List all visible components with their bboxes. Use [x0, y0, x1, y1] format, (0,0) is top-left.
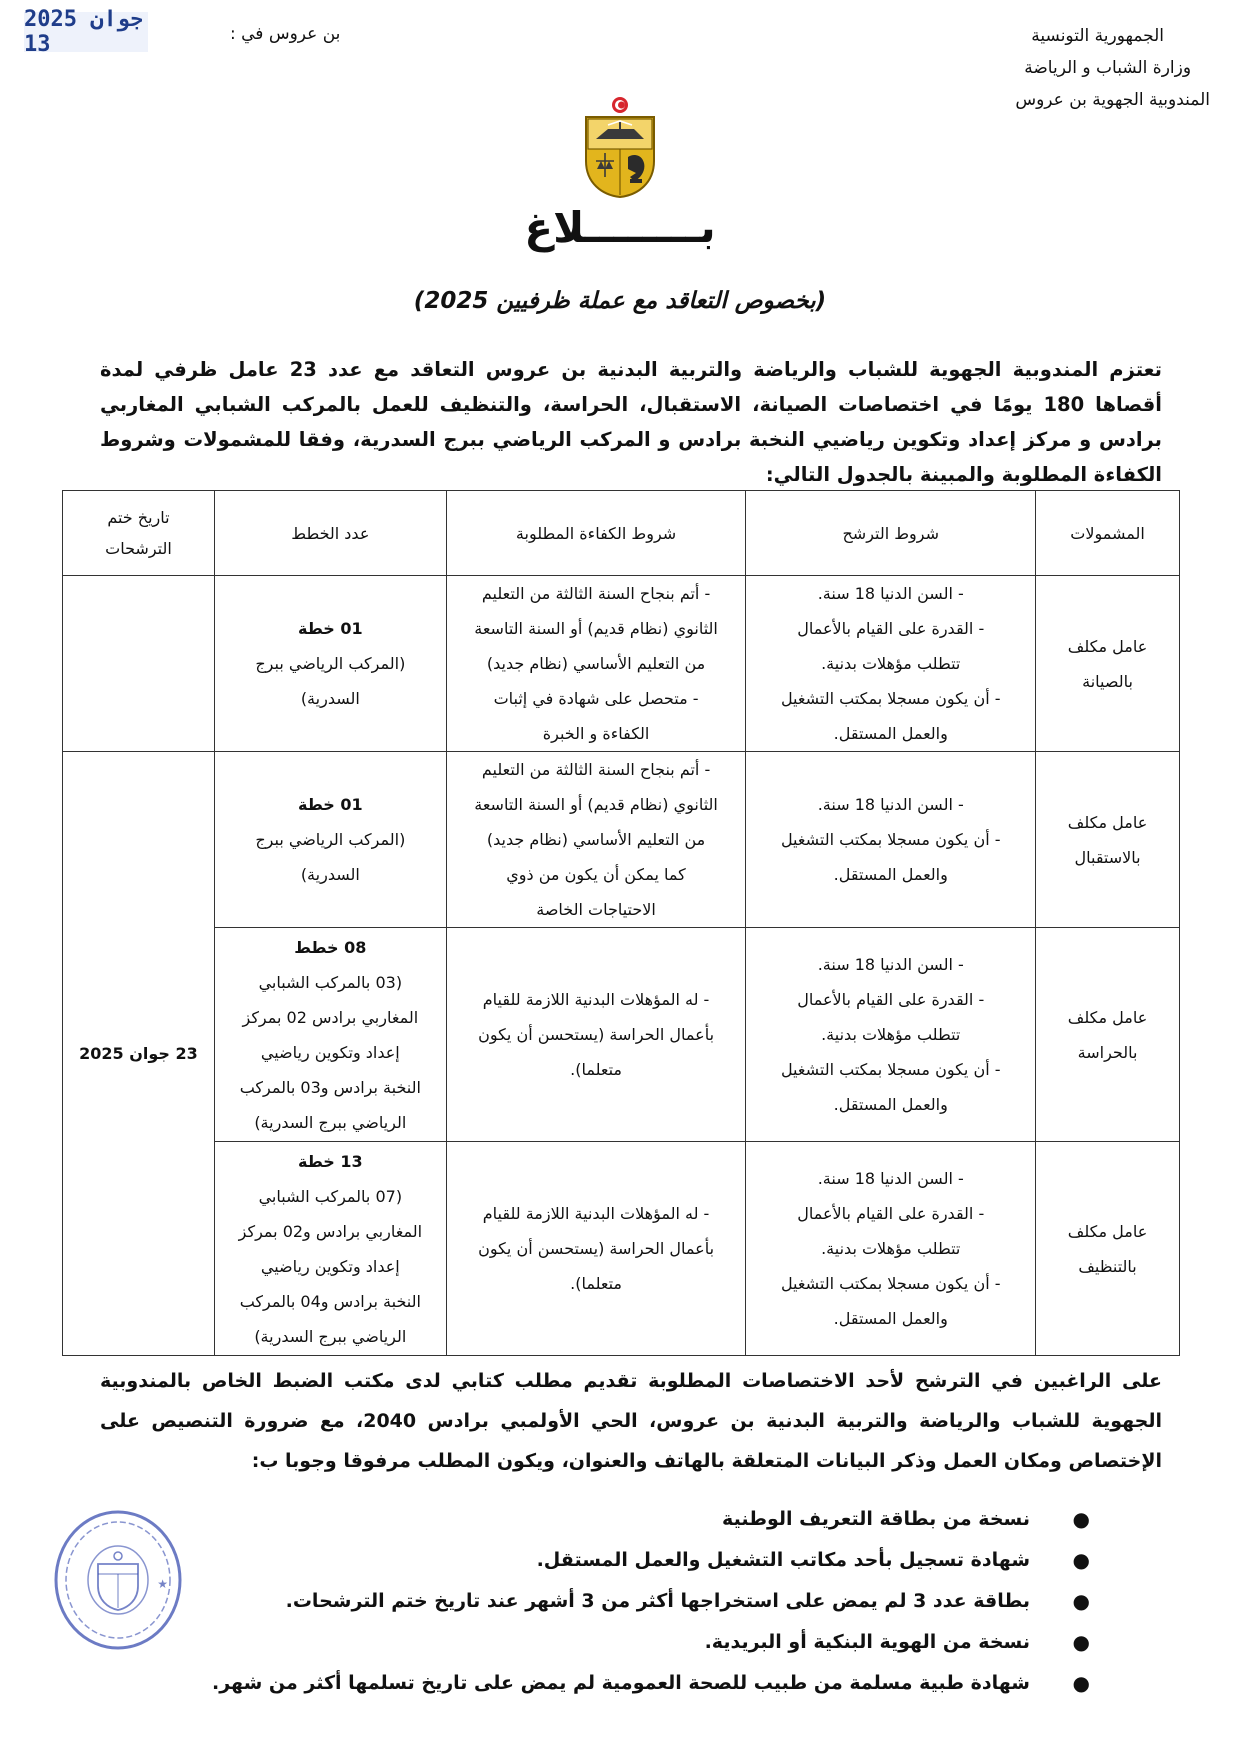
- header-scope: المشمولات: [1036, 491, 1180, 576]
- row-competence: - له المؤهلات البدنية اللازمة للقيام بأعمال الحراسة (يستحسن أن يكون متعلما).: [446, 1142, 746, 1356]
- list-item: ● بطاقة عدد 3 لم يمض على استخراجها أكثر من 3 أشهر عند تاريخ ختم الترشحات.: [212, 1581, 1030, 1622]
- positions-table: [62, 490, 1180, 1356]
- row-slots: [214, 752, 446, 928]
- bullet-icon: ●: [1072, 1507, 1090, 1531]
- table-row: [63, 928, 1180, 1142]
- slot-detail: (المركب الرياضي ببرج السدرية): [255, 654, 406, 708]
- row-conditions: - السن الدنيا 18 سنة. - القدرة على القيام بالأعمال تتطلب مؤهلات بدنية. - أن يكون مسجلا بمكتب التشغيل والعمل المستقل.: [746, 576, 1036, 752]
- slot-count: 01 خطة: [297, 619, 363, 638]
- header-conditions: شروط الترشح: [746, 491, 1036, 576]
- notice-intro: تعتزم المندوبية الجهوية للشباب والرياضة والتربية البدنية بن عروس التعاقد مع عدد 23 عامل ظرفي لمدة أقصاها 180 يومًا في اختصاصات الصيانة، الاستقبال، الحراسة، والتنظيف للعمل بالمركب الشبابي المغاربي برادس و مركز إعداد وتكوين رياضيي النخبة برادس و المركب الرياضي ببرج السدرية، وفقا للمشمولات وشروط الكفاءة المطلوبة والمبينة بالجدول التالي:: [100, 358, 1162, 486]
- row-conditions: - السن الدنيا 18 سنة. - أن يكون مسجلا بمكتب التشغيل والعمل المستقل.: [746, 752, 1036, 928]
- slot-count: 13 خطة: [297, 1151, 363, 1171]
- list-item: ● نسخة من الهوية البنكية أو البريدية.: [212, 1622, 1030, 1663]
- row-slots: [214, 576, 446, 752]
- header-slots: عدد الخطط: [214, 491, 446, 576]
- slot-detail: (03 بالمركب الشبابي المغاربي برادس 02 بمركز إعداد وتكوين رياضيي النخبة برادس و03 بالمركب الرياضي ببرج السدرية): [239, 972, 421, 1132]
- directorate-name: المندوبية الجهوية بن عروس: [1015, 90, 1210, 110]
- row-conditions: - السن الدنيا 18 سنة. - القدرة على القيام بالأعمال تتطلب مؤهلات بدنية. - أن يكون مسجلا بمكتب التشغيل والعمل المستقل.: [746, 1142, 1036, 1356]
- bullet-icon: ●: [1072, 1548, 1090, 1572]
- row-competence: - له المؤهلات البدنية اللازمة للقيام بأعمال الحراسة (يستحسن أن يكون متعلما).: [446, 928, 746, 1142]
- bullet-icon: ●: [1072, 1671, 1090, 1695]
- republic-name: الجمهورية التونسية: [1031, 26, 1165, 46]
- row-scope: عامل مكلف بالاستقبال: [1036, 752, 1180, 928]
- header-competence: شروط الكفاءة المطلوبة: [446, 491, 746, 576]
- slot-count: 08 خطط: [294, 937, 367, 957]
- header-closing: تاريخ ختم الترشحات: [63, 491, 215, 576]
- notice-subtitle: (بخصوص التعاقد مع عملة ظرفيين 2025): [413, 288, 827, 314]
- city-date-label: بن عروس في :: [230, 24, 341, 44]
- list-item: ● نسخة من بطاقة التعريف الوطنية: [212, 1499, 1030, 1540]
- bullet-icon: ●: [1072, 1589, 1090, 1613]
- row-scope: عامل مكلف بالحراسة: [1036, 928, 1180, 1142]
- row-competence: - أتم بنجاح السنة الثالثة من التعليم الثانوي (نظام قديم) أو السنة التاسعة من التعليم الأساسي (نظام جديد) كما يمكن أن يكون من ذوي الاحتياجات الخاصة: [446, 752, 746, 928]
- table-row: [63, 576, 1180, 752]
- bullet-icon: ●: [1072, 1630, 1090, 1654]
- date-stamp: 2025 جوان 13: [24, 12, 148, 52]
- slot-detail: (07 بالمركب الشبابي المغاربي برادس و02 بمركز إعداد وتكوين رياضيي النخبة برادس و04 بالمركب الرياضي ببرج السدرية): [238, 1186, 423, 1346]
- row-conditions: - السن الدنيا 18 سنة. - القدرة على القيام بالأعمال تتطلب مؤهلات بدنية. - أن يكون مسجلا بمكتب التشغيل والعمل المستقل.: [746, 928, 1036, 1142]
- official-seal-icon: [52, 1508, 184, 1652]
- ministry-name: وزارة الشباب و الرياضة: [1024, 58, 1192, 78]
- letterhead: [1015, 20, 1210, 116]
- svg-text:★: ★: [157, 1577, 168, 1591]
- application-instructions: على الراغبين في الترشح لأحد الاختصاصات المطلوبة تقديم مطلب كتابي لدى مكتب الضبط الخاص بالمندوبية الجهوية للشباب والرياضة والتربية البدنية بن عروس، الحي الأولمبي برادس 2040، مع ضرورة التنصيص على الإختصاص ومكان العمل وذكر البيانات المتعلقة بالهاتف والعنوان، ويكون المطلب مرفوقا وجوبا ب:: [100, 1370, 1162, 1472]
- slot-count: 01 خطة: [297, 795, 363, 814]
- row-competence: - أتم بنجاح السنة الثالثة من التعليم الثانوي (نظام قديم) أو السنة التاسعة من التعليم الأساسي (نظام جديد) - متحصل على شهادة في إثبات الكفاءة و الخبرة: [446, 576, 746, 752]
- table-row: [63, 1142, 1180, 1356]
- row-scope: عامل مكلف بالصيانة: [1036, 576, 1180, 752]
- row-scope: عامل مكلف بالتنظيف: [1036, 1142, 1180, 1356]
- list-item: ● شهادة طبية مسلمة من طبيب للصحة العمومية لم يمض على تاريخ تسلمها أكثر من شهر.: [212, 1663, 1030, 1704]
- table-row: [63, 752, 1180, 928]
- list-item: ● شهادة تسجيل بأحد مكاتب التشغيل والعمل المستقل.: [212, 1540, 1030, 1581]
- coat-of-arms-icon: [578, 95, 662, 199]
- row-closing-empty: [63, 576, 215, 752]
- required-documents-list: [212, 1499, 1090, 1704]
- closing-date-cell: 23 جوان 2025: [63, 752, 215, 1356]
- slot-detail: (المركب الرياضي ببرج السدرية): [255, 830, 406, 884]
- table-header-row: [63, 491, 1180, 576]
- notice-title: بــــــــلاغ: [524, 203, 716, 252]
- row-slots: [214, 1142, 446, 1356]
- row-slots: [214, 928, 446, 1142]
